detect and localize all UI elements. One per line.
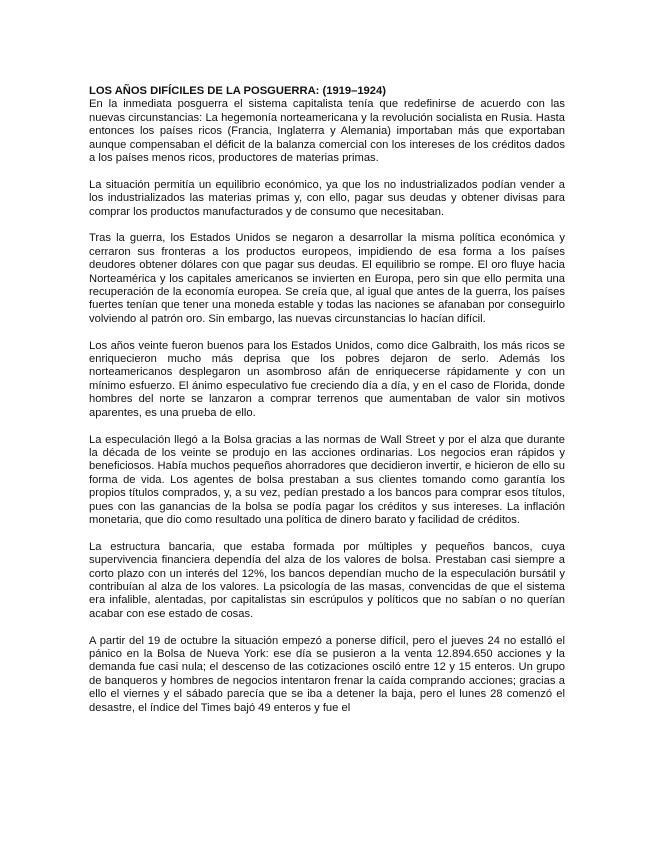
paragraph-2: La situación permitía un equilibrio económico, ya que los no industrializados podían vender a los industrializados las materias primas y, con ello, pagar sus deudas y obtener divisas para comprar los productos manufacturados y de consumo que necesitaban. [89,178,565,218]
paragraph-3: Tras la guerra, los Estados Unidos se negaron a desarrollar la misma política económica y cerraron sus fronteras a los productos europeos, impidiendo de esa forma a los países deudores obtener dólares con que pagar sus deudas. El equilibrio se rompe. El oro fluye hacia Norteamérica y los capitales americanos se invierten en Europa, pero sin que ello permita una recuperación de la economía europea. Se creía que, al igual que antes de la guerra, los países fuertes tenían que tener una moneda estable y todas las naciones se afanaban por conseguirlo volviendo al patrón oro. Sin embargo, las nuevas circunstancias lo hacían difícil. [89,232,565,325]
document-body [89,85,565,728]
paragraph-1: En la inmediata posguerra el sistema capitalista tenía que redefinirse de acuerdo con las nuevas circunstancias: La hegemonía norteamericana y la revolución socialista en Rusia. Hasta entonces los países ricos (Francia, Inglaterra y Alemania) importaban más que exportaban aunque compensaban el déficit de la balanza comercial con los intereses de los créditos dados a los países menos ricos, productores de materias primas. [89,98,565,165]
paragraph-5: La especulación llegó a la Bolsa gracias a las normas de Wall Street y por el alza que durante la década de los veinte se produjo en las acciones ordinarias. Los negocios eran rápidos y beneficiosos. Había muchos pequeños ahorradores que decidieron invertir, e hicieron de ello su forma de vida. Los agentes de bolsa prestaban a sus clientes tomando como garantía los propios títulos comprados, y, a su vez, pedían prestado a los bancos para comprar esos títulos, pues con las ganancias de la bolsa se podía pagar los créditos y sus intereses. La inflación monetaria, que dio como resultado una política de dinero barato y facilidad de créditos. [89,433,565,526]
paragraph-7: A partir del 19 de octubre la situación empezó a ponerse difícil, pero el jueves 24 no estalló el pánico en la Bolsa de Nueva York: ese día se pusieron a la venta 12.894.650 acciones y la demanda fue casi nula; el descenso de las cotizaciones osciló entre 12 y 15 enteros. Un grupo de banqueros y hombres de negocios intentaron frenar la caída comprando acciones; gracias a ello el viernes y el sábado parecía que se iba a detener la baja, pero el lunes 28 comenzó el desastre, el índice del Times bajó 49 enteros y fue el [89,634,565,714]
document-title: LOS AÑOS DIFÍCILES DE LA POSGUERRA: (1919–1924) [89,85,386,97]
paragraph-6: La estructura bancaria, que estaba formada por múltiples y pequeños bancos, cuya supervivencia financiera dependía del alza de los valores de bolsa. Prestaban casi siempre a corto plazo con un interés del 12%, los bancos dependían mucho de la especulación bursátil y contribuían al alza de los valores. La psicología de las masas, convencidas de que el sistema era infalible, alentadas, por capitalistas sin escrúpulos y políticos que no sabían o no querían acabar con ese estado de cosas. [89,540,565,620]
paragraph-4: Los años veinte fueron buenos para los Estados Unidos, como dice Galbraith, los más ricos se enriquecieron mucho más deprisa que los pobres dejaron de serlo. Además los norteamericanos desplegaron un asombroso afán de enriquecerse rápidamente y con un mínimo esfuerzo. El ánimo especulativo fue creciendo día a día, y en el caso de Florida, donde hombres del norte se lanzaron a comprar terrenos que aumentaban de valor sin motivos aparentes, es una prueba de ello. [89,339,565,419]
